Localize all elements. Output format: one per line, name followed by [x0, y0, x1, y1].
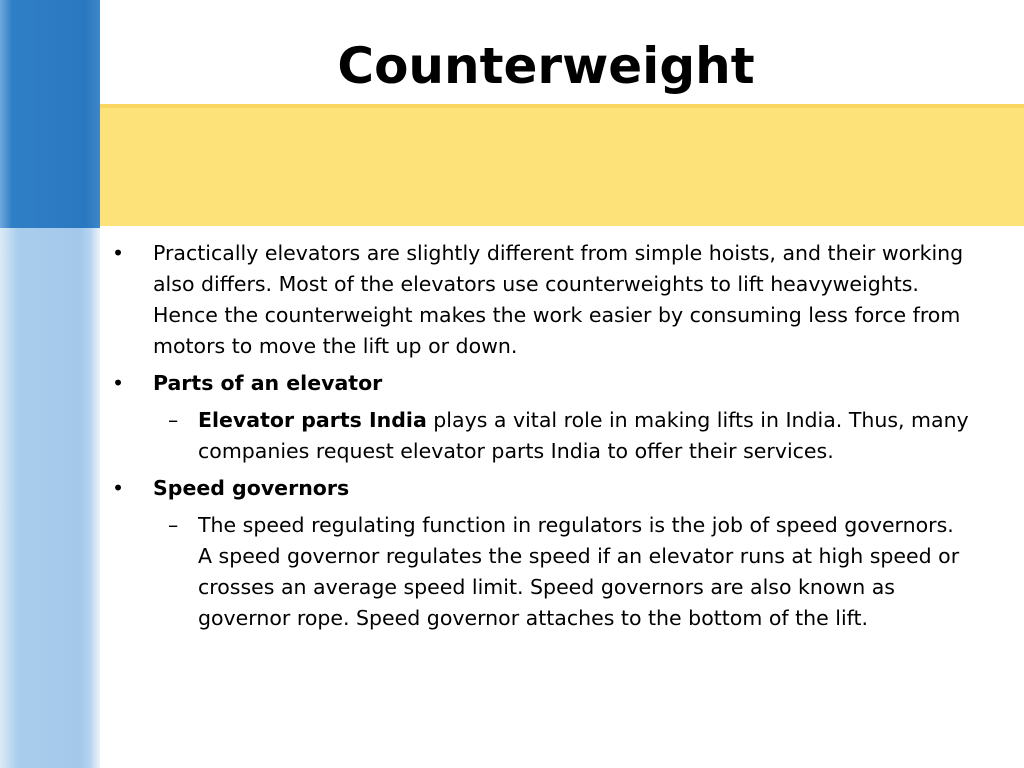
slide-title: Counterweight [337, 37, 755, 95]
item-heading: Speed governors [153, 476, 350, 500]
item-text: plays a vital role in making lifts in India. Thus, many companies request elevator parts India to offer their services. [198, 408, 969, 463]
list-item [112, 238, 972, 362]
sub-list-item [112, 510, 972, 634]
list-item [112, 368, 972, 399]
left-accent-bar-light [0, 228, 100, 768]
sub-list-item [112, 405, 972, 467]
item-text: The speed regulating function in regulators is the job of speed governors. A speed governor regulates the speed if an elevator runs at high speed or crosses an average speed limit. Speed governors are also known as governor rope. Speed governor attaches to the bottom of the lift. [198, 513, 960, 630]
list-item [112, 473, 972, 504]
bullet-marker: • [112, 371, 125, 395]
item-heading: Parts of an elevator [153, 371, 383, 395]
item-text: Practically elevators are slightly different from simple hoists, and their working also differs. Most of the elevators use counterweights to lift heavyweights. Hence the counterweight makes the work easier by consuming less force from motors to move the lift up or down. [153, 241, 964, 358]
bullet-marker: • [112, 476, 125, 500]
title-yellow-band [100, 104, 1024, 226]
dash-marker: – [168, 408, 179, 432]
left-accent-bar-dark [0, 0, 100, 228]
bullet-marker: • [112, 241, 125, 265]
slide-body [112, 238, 972, 640]
item-emphasis: Elevator parts India [198, 408, 427, 432]
dash-marker: – [168, 513, 179, 537]
